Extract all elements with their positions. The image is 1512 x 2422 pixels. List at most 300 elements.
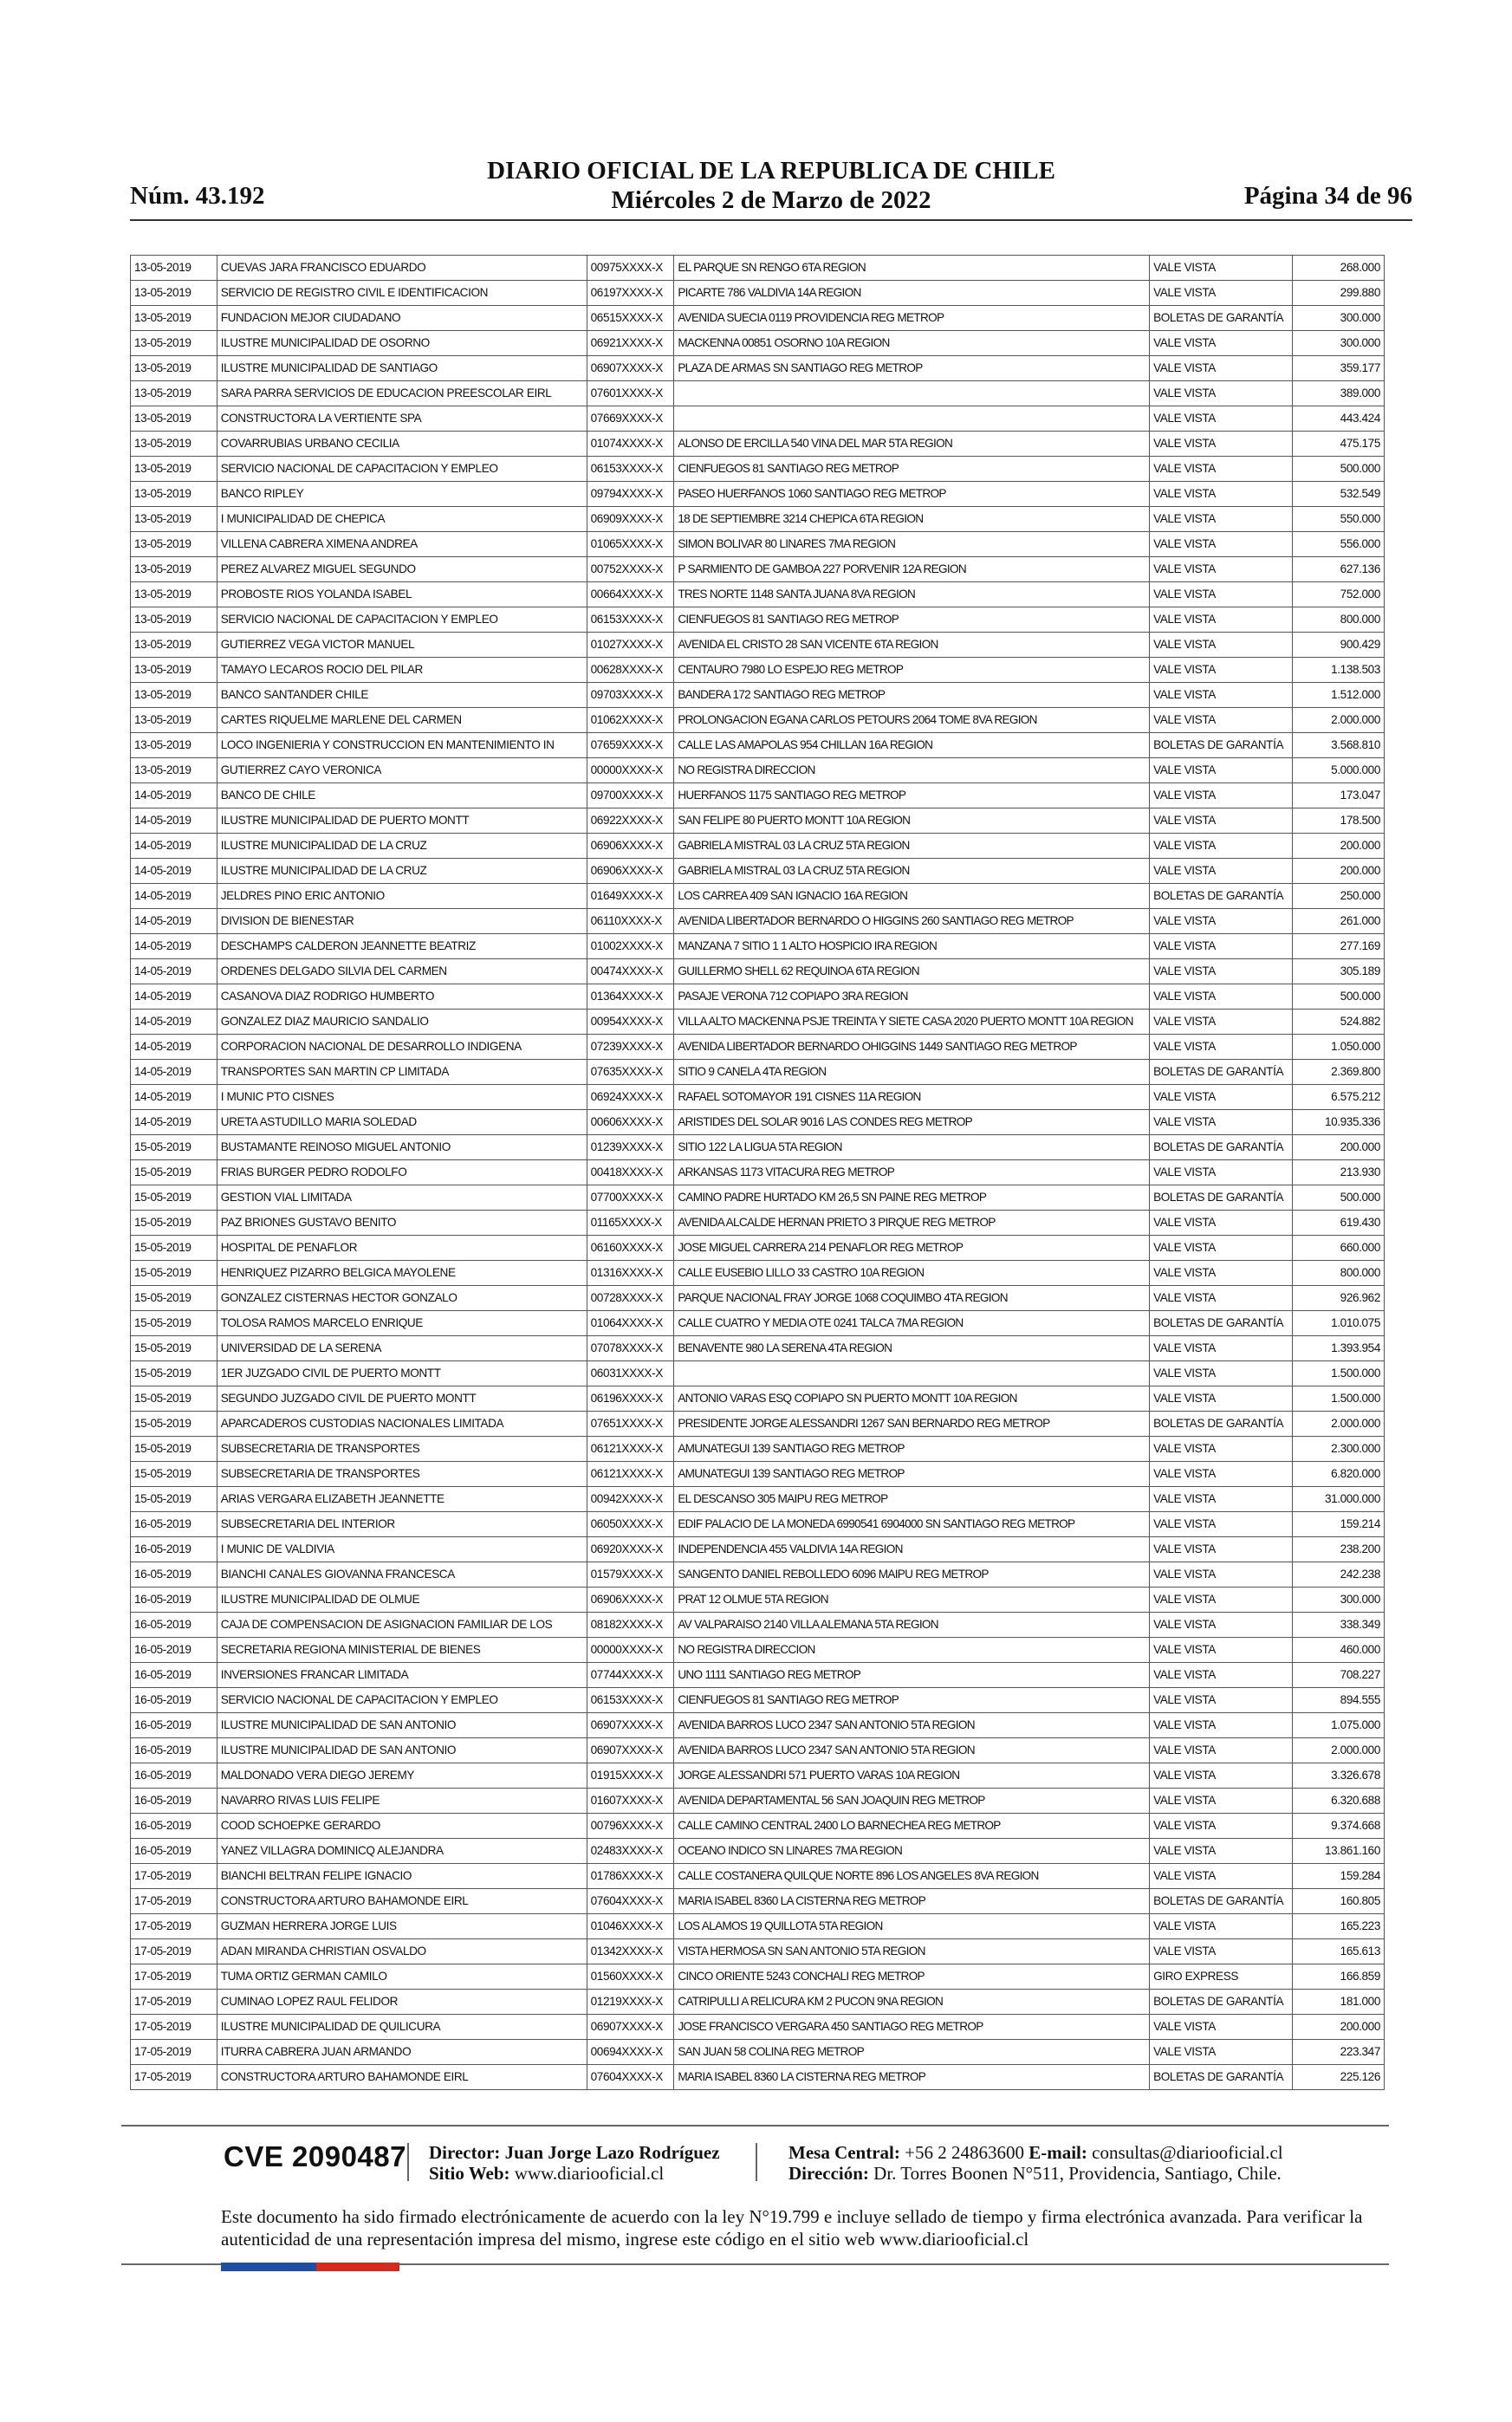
- cell-document-type: VALE VISTA: [1150, 984, 1293, 1010]
- cell-document-type: VALE VISTA: [1150, 934, 1293, 959]
- cell-date: 17-05-2019: [131, 2015, 217, 2040]
- cell-address: EDIF PALACIO DE LA MONEDA 6990541 6904000 SN SANTIAGO REG METROP: [674, 1512, 1150, 1537]
- email-label: E-mail:: [1029, 2142, 1087, 2163]
- cell-rut: 07651XXXX-X: [587, 1412, 674, 1437]
- cell-rut: 01649XXXX-X: [587, 884, 674, 909]
- table-row: [131, 432, 1385, 457]
- legal-notice: Este documento ha sido firmado electrónicamente de acuerdo con la ley N°19.799 e incluye sellado de tiempo y firma electrónica avanzada. Para verificar la autenticidad de una representación impresa del mismo, ingrese este código en el sitio web www.diariooficial.cl: [221, 2206, 1363, 2250]
- cell-beneficiary: GONZALEZ DIAZ MAURICIO SANDALIO: [217, 1010, 587, 1035]
- table-row: [131, 1562, 1385, 1588]
- cell-beneficiary: CARTES RIQUELME MARLENE DEL CARMEN: [217, 708, 587, 733]
- cell-date: 15-05-2019: [131, 1211, 217, 1236]
- cell-date: 14-05-2019: [131, 909, 217, 934]
- address-value: Dr. Torres Boonen N°511, Providencia, Santiago, Chile.: [873, 2163, 1282, 2184]
- cell-date: 13-05-2019: [131, 607, 217, 633]
- cell-rut: 06907XXXX-X: [587, 1738, 674, 1763]
- cell-rut: 00628XXXX-X: [587, 658, 674, 683]
- cell-date: 16-05-2019: [131, 1613, 217, 1638]
- cell-beneficiary: GUTIERREZ CAYO VERONICA: [217, 758, 587, 783]
- table-row: [131, 834, 1385, 859]
- table-row: [131, 2040, 1385, 2065]
- cell-amount: 752.000: [1293, 582, 1385, 607]
- table-row: [131, 733, 1385, 758]
- cell-amount: 524.882: [1293, 1010, 1385, 1035]
- cell-rut: 00728XXXX-X: [587, 1286, 674, 1311]
- cell-document-type: VALE VISTA: [1150, 758, 1293, 783]
- cell-document-type: VALE VISTA: [1150, 1487, 1293, 1512]
- cell-amount: 305.189: [1293, 959, 1385, 984]
- cell-address: AVENIDA BARROS LUCO 2347 SAN ANTONIO 5TA REGION: [674, 1738, 1150, 1763]
- table-row: [131, 2065, 1385, 2090]
- cell-rut: 07700XXXX-X: [587, 1185, 674, 1211]
- cell-amount: 500.000: [1293, 984, 1385, 1010]
- cell-rut: 01062XXXX-X: [587, 708, 674, 733]
- table-row: [131, 331, 1385, 356]
- cell-address: CALLE COSTANERA QUILQUE NORTE 896 LOS ANGELES 8VA REGION: [674, 1864, 1150, 1889]
- table-row: [131, 1839, 1385, 1864]
- cell-date: 13-05-2019: [131, 381, 217, 406]
- cell-rut: 06907XXXX-X: [587, 356, 674, 381]
- cell-amount: 1.075.000: [1293, 1713, 1385, 1738]
- address-label: Dirección:: [788, 2163, 869, 2184]
- cell-beneficiary: SERVICIO DE REGISTRO CIVIL E IDENTIFICACION: [217, 281, 587, 306]
- cell-beneficiary: FRIAS BURGER PEDRO RODOLFO: [217, 1160, 587, 1185]
- cell-document-type: BOLETAS DE GARANTÍA: [1150, 1185, 1293, 1211]
- cell-address: AV VALPARAISO 2140 VILLA ALEMANA 5TA REGION: [674, 1613, 1150, 1638]
- cell-beneficiary: ORDENES DELGADO SILVIA DEL CARMEN: [217, 959, 587, 984]
- cell-address: AVENIDA ALCALDE HERNAN PRIETO 3 PIRQUE REG METROP: [674, 1211, 1150, 1236]
- cell-rut: 07669XXXX-X: [587, 406, 674, 432]
- cell-rut: 01316XXXX-X: [587, 1261, 674, 1286]
- cell-address: AMUNATEGUI 139 SANTIAGO REG METROP: [674, 1437, 1150, 1462]
- cell-date: 15-05-2019: [131, 1412, 217, 1437]
- cell-beneficiary: URETA ASTUDILLO MARIA SOLEDAD: [217, 1110, 587, 1135]
- cell-amount: 1.512.000: [1293, 683, 1385, 708]
- cell-address: AVENIDA DEPARTAMENTAL 56 SAN JOAQUIN REG METROP: [674, 1789, 1150, 1814]
- table-row: [131, 1663, 1385, 1688]
- cell-document-type: VALE VISTA: [1150, 1386, 1293, 1412]
- cell-address: LOS ALAMOS 19 QUILLOTA 5TA REGION: [674, 1914, 1150, 1939]
- cell-document-type: BOLETAS DE GARANTÍA: [1150, 1060, 1293, 1085]
- cell-address: AMUNATEGUI 139 SANTIAGO REG METROP: [674, 1462, 1150, 1487]
- cell-beneficiary: ILUSTRE MUNICIPALIDAD DE QUILICURA: [217, 2015, 587, 2040]
- cell-rut: 00975XXXX-X: [587, 256, 674, 281]
- table-row: [131, 1311, 1385, 1336]
- cell-beneficiary: TAMAYO LECAROS ROCIO DEL PILAR: [217, 658, 587, 683]
- cell-document-type: VALE VISTA: [1150, 1010, 1293, 1035]
- cell-rut: 00000XXXX-X: [587, 1638, 674, 1663]
- table-row: [131, 984, 1385, 1010]
- cell-document-type: BOLETAS DE GARANTÍA: [1150, 1135, 1293, 1160]
- cell-address: P SARMIENTO DE GAMBOA 227 PORVENIR 12A REGION: [674, 557, 1150, 582]
- cell-address: JOSE MIGUEL CARRERA 214 PENAFLOR REG METROP: [674, 1236, 1150, 1261]
- table-row: [131, 683, 1385, 708]
- footer-separator: [756, 2143, 757, 2181]
- table-row: [131, 708, 1385, 733]
- cell-address: CALLE CUATRO Y MEDIA OTE 0241 TALCA 7MA REGION: [674, 1311, 1150, 1336]
- cell-amount: 6.820.000: [1293, 1462, 1385, 1487]
- table-row: [131, 507, 1385, 532]
- cell-rut: 09700XXXX-X: [587, 783, 674, 808]
- cell-address: SANGENTO DANIEL REBOLLEDO 6096 MAIPU REG METROP: [674, 1562, 1150, 1588]
- cell-date: 15-05-2019: [131, 1236, 217, 1261]
- cell-amount: 165.613: [1293, 1939, 1385, 1964]
- cell-amount: 300.000: [1293, 331, 1385, 356]
- table-row: [131, 909, 1385, 934]
- cell-address: AVENIDA LIBERTADOR BERNARDO OHIGGINS 1449 SANTIAGO REG METROP: [674, 1035, 1150, 1060]
- cell-date: 13-05-2019: [131, 532, 217, 557]
- cell-beneficiary: NAVARRO RIVAS LUIS FELIPE: [217, 1789, 587, 1814]
- cell-address: EL PARQUE SN RENGO 6TA REGION: [674, 256, 1150, 281]
- cell-date: 16-05-2019: [131, 1713, 217, 1738]
- table-row: [131, 808, 1385, 834]
- cell-beneficiary: CONSTRUCTORA LA VERTIENTE SPA: [217, 406, 587, 432]
- cell-amount: 1.010.075: [1293, 1311, 1385, 1336]
- cell-date: 16-05-2019: [131, 1839, 217, 1864]
- cell-beneficiary: ADAN MIRANDA CHRISTIAN OSVALDO: [217, 1939, 587, 1964]
- cell-rut: 01065XXXX-X: [587, 532, 674, 557]
- cell-rut: 07601XXXX-X: [587, 381, 674, 406]
- cell-amount: 213.930: [1293, 1160, 1385, 1185]
- cell-beneficiary: GUZMAN HERRERA JORGE LUIS: [217, 1914, 587, 1939]
- cell-beneficiary: PAZ BRIONES GUSTAVO BENITO: [217, 1211, 587, 1236]
- cell-rut: 06909XXXX-X: [587, 507, 674, 532]
- cell-amount: 443.424: [1293, 406, 1385, 432]
- cell-beneficiary: LOCO INGENIERIA Y CONSTRUCCION EN MANTENIMIENTO IN: [217, 733, 587, 758]
- cell-amount: 160.805: [1293, 1889, 1385, 1914]
- cell-rut: 01607XXXX-X: [587, 1789, 674, 1814]
- cell-document-type: VALE VISTA: [1150, 1512, 1293, 1537]
- cell-rut: 09794XXXX-X: [587, 482, 674, 507]
- cell-address: JOSE FRANCISCO VERGARA 450 SANTIAGO REG METROP: [674, 2015, 1150, 2040]
- table-row: [131, 1588, 1385, 1613]
- table-row: [131, 758, 1385, 783]
- cell-document-type: VALE VISTA: [1150, 1713, 1293, 1738]
- cell-document-type: VALE VISTA: [1150, 1638, 1293, 1663]
- cell-amount: 250.000: [1293, 884, 1385, 909]
- director-name: Juan Jorge Lazo Rodríguez: [504, 2142, 720, 2163]
- cell-address: CALLE EUSEBIO LILLO 33 CASTRO 10A REGION: [674, 1261, 1150, 1286]
- cell-address: OCEANO INDICO SN LINARES 7MA REGION: [674, 1839, 1150, 1864]
- cell-rut: 07635XXXX-X: [587, 1060, 674, 1085]
- cell-rut: 02483XXXX-X: [587, 1839, 674, 1864]
- table-row: [131, 482, 1385, 507]
- cell-document-type: VALE VISTA: [1150, 1361, 1293, 1386]
- cell-beneficiary: SUBSECRETARIA DE TRANSPORTES: [217, 1437, 587, 1462]
- cell-address: PRAT 12 OLMUE 5TA REGION: [674, 1588, 1150, 1613]
- cell-rut: 06160XXXX-X: [587, 1236, 674, 1261]
- table-row: [131, 884, 1385, 909]
- table-row: [131, 1864, 1385, 1889]
- table-row: [131, 1437, 1385, 1462]
- cell-address: INDEPENDENCIA 455 VALDIVIA 14A REGION: [674, 1537, 1150, 1562]
- cell-address: CIENFUEGOS 81 SANTIAGO REG METROP: [674, 607, 1150, 633]
- cell-address: ALONSO DE ERCILLA 540 VINA DEL MAR 5TA REGION: [674, 432, 1150, 457]
- cell-amount: 800.000: [1293, 1261, 1385, 1286]
- cell-document-type: BOLETAS DE GARANTÍA: [1150, 1311, 1293, 1336]
- cell-document-type: VALE VISTA: [1150, 507, 1293, 532]
- cell-document-type: VALE VISTA: [1150, 432, 1293, 457]
- table-row: [131, 281, 1385, 306]
- cell-amount: 225.126: [1293, 2065, 1385, 2090]
- cell-amount: 200.000: [1293, 834, 1385, 859]
- cell-beneficiary: TRANSPORTES SAN MARTIN CP LIMITADA: [217, 1060, 587, 1085]
- table-row: [131, 1814, 1385, 1839]
- cell-beneficiary: TUMA ORTIZ GERMAN CAMILO: [217, 1964, 587, 1990]
- cell-date: 13-05-2019: [131, 557, 217, 582]
- cell-rut: 06121XXXX-X: [587, 1437, 674, 1462]
- cell-beneficiary: ILUSTRE MUNICIPALIDAD DE SAN ANTONIO: [217, 1738, 587, 1763]
- cell-document-type: VALE VISTA: [1150, 808, 1293, 834]
- cell-beneficiary: BIANCHI BELTRAN FELIPE IGNACIO: [217, 1864, 587, 1889]
- cell-address: BENAVENTE 980 LA SERENA 4TA REGION: [674, 1336, 1150, 1361]
- cell-rut: 06907XXXX-X: [587, 1713, 674, 1738]
- cell-document-type: VALE VISTA: [1150, 1914, 1293, 1939]
- cell-rut: 01002XXXX-X: [587, 934, 674, 959]
- cell-beneficiary: TOLOSA RAMOS MARCELO ENRIQUE: [217, 1311, 587, 1336]
- cell-document-type: VALE VISTA: [1150, 557, 1293, 582]
- cell-date: 13-05-2019: [131, 582, 217, 607]
- table-row: [131, 1211, 1385, 1236]
- cell-date: 14-05-2019: [131, 959, 217, 984]
- cell-amount: 359.177: [1293, 356, 1385, 381]
- table-row: [131, 1763, 1385, 1789]
- cell-document-type: VALE VISTA: [1150, 406, 1293, 432]
- cell-rut: 00752XXXX-X: [587, 557, 674, 582]
- cell-date: 13-05-2019: [131, 306, 217, 331]
- cell-beneficiary: YANEZ VILLAGRA DOMINICQ ALEJANDRA: [217, 1839, 587, 1864]
- email-link[interactable]: consultas@diariooficial.cl: [1092, 2142, 1283, 2163]
- cell-address: LOS CARREA 409 SAN IGNACIO 16A REGION: [674, 884, 1150, 909]
- table-row: [131, 1160, 1385, 1185]
- cell-address: TRES NORTE 1148 SANTA JUANA 8VA REGION: [674, 582, 1150, 607]
- cell-document-type: VALE VISTA: [1150, 859, 1293, 884]
- cell-date: 17-05-2019: [131, 1889, 217, 1914]
- cell-document-type: VALE VISTA: [1150, 1738, 1293, 1763]
- cell-document-type: VALE VISTA: [1150, 658, 1293, 683]
- cell-beneficiary: HENRIQUEZ PIZARRO BELGICA MAYOLENE: [217, 1261, 587, 1286]
- cell-date: 13-05-2019: [131, 281, 217, 306]
- cell-address: AVENIDA EL CRISTO 28 SAN VICENTE 6TA REGION: [674, 633, 1150, 658]
- cell-date: 15-05-2019: [131, 1437, 217, 1462]
- cell-date: 16-05-2019: [131, 1763, 217, 1789]
- cell-address: PASEO HUERFANOS 1060 SANTIAGO REG METROP: [674, 482, 1150, 507]
- cell-address: NO REGISTRA DIRECCION: [674, 758, 1150, 783]
- page-indicator: Página 34 de 96: [1243, 182, 1412, 210]
- cell-amount: 6.575.212: [1293, 1085, 1385, 1110]
- cell-amount: 900.429: [1293, 633, 1385, 658]
- cell-beneficiary: SEGUNDO JUZGADO CIVIL DE PUERTO MONTT: [217, 1386, 587, 1412]
- cell-date: 15-05-2019: [131, 1185, 217, 1211]
- cell-date: 13-05-2019: [131, 256, 217, 281]
- cell-rut: 01219XXXX-X: [587, 1990, 674, 2015]
- cell-rut: 06906XXXX-X: [587, 834, 674, 859]
- cell-document-type: VALE VISTA: [1150, 683, 1293, 708]
- cell-rut: 07604XXXX-X: [587, 1889, 674, 1914]
- table-row: [131, 1236, 1385, 1261]
- cell-beneficiary: COVARRUBIAS URBANO CECILIA: [217, 432, 587, 457]
- cell-date: 17-05-2019: [131, 2040, 217, 2065]
- cell-document-type: VALE VISTA: [1150, 1286, 1293, 1311]
- table-row: [131, 1035, 1385, 1060]
- cell-address: MARIA ISABEL 8360 LA CISTERNA REG METROP: [674, 1889, 1150, 1914]
- cell-beneficiary: CAJA DE COMPENSACION DE ASIGNACION FAMILIAR DE LOS: [217, 1613, 587, 1638]
- records-table-body: [131, 256, 1385, 2090]
- table-row: [131, 557, 1385, 582]
- cell-document-type: VALE VISTA: [1150, 1613, 1293, 1638]
- cell-document-type: VALE VISTA: [1150, 1688, 1293, 1713]
- cell-address: CALLE LAS AMAPOLAS 954 CHILLAN 16A REGION: [674, 733, 1150, 758]
- cell-rut: 06050XXXX-X: [587, 1512, 674, 1537]
- cell-amount: 2.369.800: [1293, 1060, 1385, 1085]
- cell-document-type: VALE VISTA: [1150, 1035, 1293, 1060]
- cell-rut: 01074XXXX-X: [587, 432, 674, 457]
- cell-address: PICARTE 786 VALDIVIA 14A REGION: [674, 281, 1150, 306]
- contact-block: [788, 2142, 1283, 2184]
- cell-beneficiary: I MUNICIPALIDAD DE CHEPICA: [217, 507, 587, 532]
- table-row: [131, 1336, 1385, 1361]
- cell-rut: 06031XXXX-X: [587, 1361, 674, 1386]
- cell-address: CAMINO PADRE HURTADO KM 26,5 SN PAINE REG METROP: [674, 1185, 1150, 1211]
- cell-document-type: VALE VISTA: [1150, 1437, 1293, 1462]
- flag-blue-segment: [221, 2263, 316, 2271]
- records-table-container: [130, 255, 1385, 2090]
- flag-red-segment: [316, 2263, 399, 2271]
- table-row: [131, 1261, 1385, 1286]
- cell-rut: 01364XXXX-X: [587, 984, 674, 1010]
- cell-date: 16-05-2019: [131, 1789, 217, 1814]
- cell-amount: 1.500.000: [1293, 1361, 1385, 1386]
- cell-amount: 1.138.503: [1293, 658, 1385, 683]
- cell-date: 17-05-2019: [131, 1864, 217, 1889]
- mesa-phone: +56 2 24863600: [905, 2142, 1024, 2163]
- cell-document-type: VALE VISTA: [1150, 909, 1293, 934]
- cell-amount: 1.393.954: [1293, 1336, 1385, 1361]
- cell-beneficiary: MALDONADO VERA DIEGO JEREMY: [217, 1763, 587, 1789]
- cell-beneficiary: ILUSTRE MUNICIPALIDAD DE PUERTO MONTT: [217, 808, 587, 834]
- cell-document-type: BOLETAS DE GARANTÍA: [1150, 1412, 1293, 1437]
- cell-rut: 01915XXXX-X: [587, 1763, 674, 1789]
- cell-address: SITIO 122 LA LIGUA 5TA REGION: [674, 1135, 1150, 1160]
- cell-address: MANZANA 7 SITIO 1 1 ALTO HOSPICIO IRA REGION: [674, 934, 1150, 959]
- cell-document-type: VALE VISTA: [1150, 1588, 1293, 1613]
- cell-amount: 200.000: [1293, 2015, 1385, 2040]
- footer-divider: [121, 2125, 1389, 2127]
- cell-amount: 2.000.000: [1293, 1412, 1385, 1437]
- cell-beneficiary: SARA PARRA SERVICIOS DE EDUCACION PREESCOLAR EIRL: [217, 381, 587, 406]
- cell-document-type: VALE VISTA: [1150, 281, 1293, 306]
- cell-beneficiary: I MUNIC PTO CISNES: [217, 1085, 587, 1110]
- cell-address: MARIA ISABEL 8360 LA CISTERNA REG METROP: [674, 2065, 1150, 2090]
- web-label: Sitio Web:: [429, 2163, 510, 2184]
- cell-beneficiary: UNIVERSIDAD DE LA SERENA: [217, 1336, 587, 1361]
- cell-address: PASAJE VERONA 712 COPIAPO 3RA REGION: [674, 984, 1150, 1010]
- cell-address: PRESIDENTE JORGE ALESSANDRI 1267 SAN BERNARDO REG METROP: [674, 1412, 1150, 1437]
- cell-amount: 10.935.336: [1293, 1110, 1385, 1135]
- table-row: [131, 1914, 1385, 1939]
- table-row: [131, 1613, 1385, 1638]
- cell-rut: 07078XXXX-X: [587, 1336, 674, 1361]
- cell-document-type: VALE VISTA: [1150, 959, 1293, 984]
- cell-date: 13-05-2019: [131, 733, 217, 758]
- cell-document-type: VALE VISTA: [1150, 1939, 1293, 1964]
- cell-document-type: VALE VISTA: [1150, 1562, 1293, 1588]
- cell-address: AVENIDA SUECIA 0119 PROVIDENCIA REG METROP: [674, 306, 1150, 331]
- cell-beneficiary: CASANOVA DIAZ RODRIGO HUMBERTO: [217, 984, 587, 1010]
- cell-beneficiary: APARCADEROS CUSTODIAS NACIONALES LIMITADA: [217, 1412, 587, 1437]
- table-row: [131, 306, 1385, 331]
- cell-beneficiary: ILUSTRE MUNICIPALIDAD DE OSORNO: [217, 331, 587, 356]
- table-row: [131, 532, 1385, 557]
- cell-amount: 159.214: [1293, 1512, 1385, 1537]
- cell-address: [674, 1361, 1150, 1386]
- cell-rut: 08182XXXX-X: [587, 1613, 674, 1638]
- cell-date: 14-05-2019: [131, 884, 217, 909]
- cell-address: SAN JUAN 58 COLINA REG METROP: [674, 2040, 1150, 2065]
- publication-title: DIARIO OFICIAL DE LA REPUBLICA DE CHILE: [487, 157, 1055, 185]
- table-row: [131, 1688, 1385, 1713]
- cell-beneficiary: SERVICIO NACIONAL DE CAPACITACION Y EMPLEO: [217, 1688, 587, 1713]
- cell-beneficiary: JELDRES PINO ERIC ANTONIO: [217, 884, 587, 909]
- cell-address: [674, 406, 1150, 432]
- cell-address: VILLA ALTO MACKENNA PSJE TREINTA Y SIETE CASA 2020 PUERTO MONTT 10A REGION: [674, 1010, 1150, 1035]
- cell-document-type: BOLETAS DE GARANTÍA: [1150, 1990, 1293, 2015]
- cell-address: UNO 1111 SANTIAGO REG METROP: [674, 1663, 1150, 1688]
- cell-beneficiary: INVERSIONES FRANCAR LIMITADA: [217, 1663, 587, 1688]
- cell-rut: 00796XXXX-X: [587, 1814, 674, 1839]
- cell-beneficiary: GONZALEZ CISTERNAS HECTOR GONZALO: [217, 1286, 587, 1311]
- cell-rut: 06907XXXX-X: [587, 2015, 674, 2040]
- cell-beneficiary: BANCO RIPLEY: [217, 482, 587, 507]
- cell-amount: 165.223: [1293, 1914, 1385, 1939]
- cell-amount: 299.880: [1293, 281, 1385, 306]
- cell-rut: 00000XXXX-X: [587, 758, 674, 783]
- cell-beneficiary: PEREZ ALVAREZ MIGUEL SEGUNDO: [217, 557, 587, 582]
- cell-amount: 2.300.000: [1293, 1437, 1385, 1462]
- issue-number: Núm. 43.192: [130, 182, 265, 210]
- cell-address: GABRIELA MISTRAL 03 LA CRUZ 5TA REGION: [674, 859, 1150, 884]
- director-label: Director:: [429, 2142, 501, 2163]
- table-row: [131, 1412, 1385, 1437]
- cell-beneficiary: BIANCHI CANALES GIOVANNA FRANCESCA: [217, 1562, 587, 1588]
- records-table: [130, 255, 1385, 2090]
- cell-amount: 338.349: [1293, 1613, 1385, 1638]
- cell-date: 13-05-2019: [131, 356, 217, 381]
- cell-beneficiary: PROBOSTE RIOS YOLANDA ISABEL: [217, 582, 587, 607]
- table-row: [131, 582, 1385, 607]
- table-row: [131, 1010, 1385, 1035]
- cell-amount: 268.000: [1293, 256, 1385, 281]
- cell-amount: 460.000: [1293, 1638, 1385, 1663]
- cell-beneficiary: CORPORACION NACIONAL DE DESARROLLO INDIGENA: [217, 1035, 587, 1060]
- cell-beneficiary: COOD SCHOEPKE GERARDO: [217, 1814, 587, 1839]
- cell-amount: 261.000: [1293, 909, 1385, 934]
- cell-address: HUERFANOS 1175 SANTIAGO REG METROP: [674, 783, 1150, 808]
- cell-beneficiary: ITURRA CABRERA JUAN ARMANDO: [217, 2040, 587, 2065]
- cell-amount: 894.555: [1293, 1688, 1385, 1713]
- cell-rut: 00474XXXX-X: [587, 959, 674, 984]
- web-link[interactable]: www.diariooficial.cl: [514, 2163, 665, 2184]
- cell-document-type: VALE VISTA: [1150, 834, 1293, 859]
- cell-date: 14-05-2019: [131, 1035, 217, 1060]
- cell-address: AVENIDA BARROS LUCO 2347 SAN ANTONIO 5TA REGION: [674, 1713, 1150, 1738]
- cell-amount: 166.859: [1293, 1964, 1385, 1990]
- cell-amount: 159.284: [1293, 1864, 1385, 1889]
- cell-address: AVENIDA LIBERTADOR BERNARDO O HIGGINS 260 SANTIAGO REG METROP: [674, 909, 1150, 934]
- table-row: [131, 1964, 1385, 1990]
- cell-beneficiary: ILUSTRE MUNICIPALIDAD DE SANTIAGO: [217, 356, 587, 381]
- header-divider: [130, 219, 1412, 221]
